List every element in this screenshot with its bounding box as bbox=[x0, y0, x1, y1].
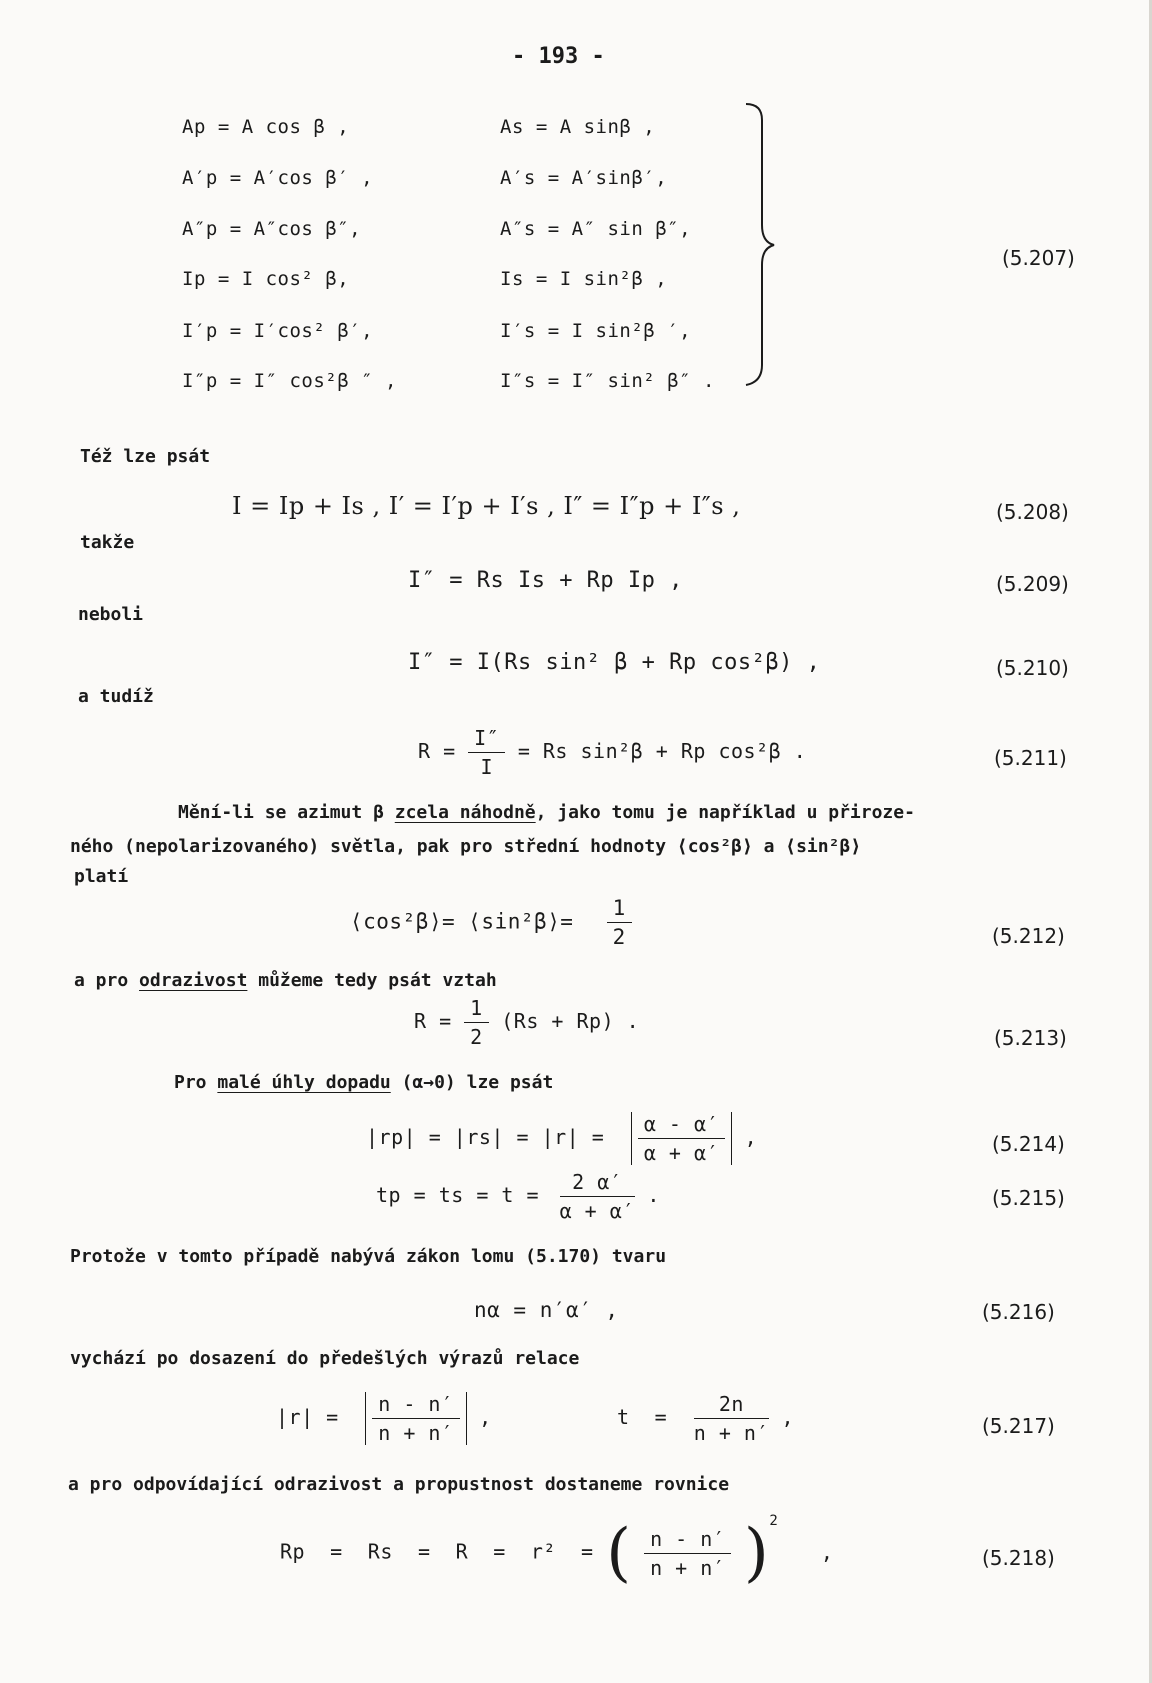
paragraph-line-3: platí bbox=[74, 866, 129, 887]
eq-5-207-left-5: I′p = I′cos² β′, bbox=[182, 320, 374, 342]
fraction-denominator: α + α′ bbox=[643, 1141, 720, 1165]
eq-5-207-right-3: A″s = A″ sin β″, bbox=[500, 218, 692, 240]
eq-5-207-left-1: Ap = A cos β , bbox=[182, 116, 350, 138]
text-line: vychází po dosazení do předešlých výrazů relace bbox=[70, 1348, 580, 1369]
exponent: 2 bbox=[769, 1512, 779, 1529]
eq-5-207-right-5: I′s = I sin²β ′, bbox=[500, 320, 692, 342]
fraction bbox=[560, 1170, 635, 1223]
text-span: (α→0) lze psát bbox=[390, 1072, 554, 1093]
eq-5-207-left-6: I″p = I″ cos²β ″ , bbox=[182, 370, 397, 392]
underlined-text: odrazivost bbox=[139, 970, 248, 991]
text-span: můžeme tedy psát vztah bbox=[247, 970, 497, 991]
eq-5-214 bbox=[366, 1112, 757, 1165]
eq-5-208: I = Ip + Is , I′ = I′p + I′s , I″ = I″p + I″s , bbox=[232, 492, 741, 520]
text-line: Protože v tomto případě nabývá zákon lomu (5.170) tvaru bbox=[70, 1246, 667, 1267]
fraction-numerator: 2n bbox=[694, 1392, 769, 1419]
text-line: a tudíž bbox=[78, 686, 154, 707]
fraction bbox=[372, 1392, 459, 1445]
eq-number-5-217: (5.217) bbox=[982, 1414, 1055, 1438]
text-line: a pro odpovídající odrazivost a propustnost dostaneme rovnice bbox=[68, 1474, 730, 1495]
eq-5-215-rhs: . bbox=[647, 1183, 660, 1207]
eq-5-212 bbox=[350, 896, 632, 949]
paragraph-line-1 bbox=[178, 802, 915, 823]
text-line: neboli bbox=[78, 604, 144, 625]
fraction-numerator: I″ bbox=[468, 726, 505, 753]
eq-number-5-207: (5.207) bbox=[1002, 246, 1075, 270]
fraction-denominator: n + n′ bbox=[693, 1421, 769, 1445]
right-paren: ) bbox=[743, 1516, 770, 1590]
eq-5-217-mid: , t = bbox=[479, 1405, 668, 1429]
fraction-numerator: 1 bbox=[607, 896, 632, 923]
fraction-numerator: α - α′ bbox=[638, 1112, 725, 1139]
left-paren: ( bbox=[606, 1516, 632, 1590]
eq-5-216: nα = n′α′ , bbox=[474, 1298, 619, 1322]
text-span: a pro bbox=[74, 970, 140, 991]
fraction bbox=[644, 1527, 731, 1580]
eq-5-211-lhs: R = bbox=[418, 739, 456, 763]
eq-5-213-rhs: (Rs + Rp) . bbox=[501, 1009, 640, 1033]
fraction-denominator: 2 bbox=[612, 925, 626, 949]
eq-5-218-lhs: Rp = Rs = R = r² = bbox=[280, 1539, 594, 1564]
eq-5-211-rhs: = Rs sin²β + Rp cos²β . bbox=[517, 739, 807, 763]
eq-5-212-expr: ⟨cos²β⟩= ⟨sin²β⟩= bbox=[350, 909, 574, 934]
eq-number-5-208: (5.208) bbox=[996, 500, 1069, 524]
eq-5-207-left-4: Ip = I cos² β, bbox=[182, 268, 350, 290]
page-number: - 193 - bbox=[512, 44, 605, 69]
fraction-denominator: n + n′ bbox=[650, 1555, 726, 1580]
eq-number-5-209: (5.209) bbox=[996, 572, 1069, 596]
fraction bbox=[464, 996, 489, 1049]
eq-5-207-right-4: Is = I sin²β , bbox=[500, 268, 668, 290]
eq-5-207-right-2: A′s = A′sinβ′, bbox=[500, 167, 668, 189]
eq-number-5-216: (5.216) bbox=[982, 1300, 1055, 1324]
underlined-text: malé úhly dopadu bbox=[217, 1072, 391, 1093]
fraction-numerator: n - n′ bbox=[644, 1527, 731, 1554]
eq-5-207-left-3: A″p = A″cos β″, bbox=[182, 218, 362, 240]
fraction-numerator: 2 α′ bbox=[560, 1170, 635, 1197]
right-brace bbox=[740, 100, 780, 390]
eq-5-217-rhs: , bbox=[781, 1405, 795, 1429]
text-span: Pro bbox=[174, 1072, 218, 1093]
eq-5-214-lhs: |rp| = |rs| = |r| = bbox=[366, 1125, 605, 1149]
eq-number-5-211: (5.211) bbox=[994, 746, 1067, 770]
eq-5-214-rhs: , bbox=[744, 1125, 758, 1149]
eq-5-218 bbox=[280, 1512, 834, 1590]
fraction bbox=[468, 726, 505, 779]
fraction-denominator: I bbox=[480, 755, 493, 779]
eq-5-207-right-1: As = A sinβ , bbox=[500, 116, 656, 138]
eq-5-217 bbox=[276, 1392, 794, 1445]
eq-number-5-212: (5.212) bbox=[992, 924, 1065, 948]
fraction-denominator: α + α′ bbox=[559, 1199, 635, 1223]
eq-5-217-lhs: |r| = bbox=[276, 1405, 339, 1429]
eq-5-210: I″ = I(Rs sin² β + Rp cos²β) , bbox=[408, 650, 821, 675]
eq-5-215-lhs: tp = ts = t = bbox=[376, 1183, 540, 1207]
eq-number-5-210: (5.210) bbox=[996, 656, 1069, 680]
fraction bbox=[694, 1392, 769, 1445]
eq-5-207-right-6: I″s = I″ sin² β″ . bbox=[500, 370, 715, 392]
text-span: , jako tomu je například u přiroze- bbox=[535, 802, 915, 823]
absolute-value bbox=[365, 1392, 466, 1445]
fraction-numerator: n - n′ bbox=[372, 1392, 459, 1419]
eq-number-5-214: (5.214) bbox=[992, 1132, 1065, 1156]
eq-5-207-left-2: A′p = A′cos β′ , bbox=[182, 167, 374, 189]
eq-number-5-215: (5.215) bbox=[992, 1186, 1065, 1210]
paragraph-line-2: ného (nepolarizovaného) světla, pak pro střední hodnoty ⟨cos²β⟩ a ⟨sin²β⟩ bbox=[70, 836, 862, 857]
fraction-numerator: 1 bbox=[464, 996, 489, 1023]
eq-5-218-rhs: , bbox=[820, 1539, 834, 1564]
fraction bbox=[638, 1112, 725, 1165]
absolute-value bbox=[631, 1112, 732, 1165]
eq-5-209: I″ = Rs Is + Rp Ip , bbox=[408, 568, 683, 593]
fraction-denominator: n + n′ bbox=[378, 1421, 454, 1445]
eq-number-5-213: (5.213) bbox=[994, 1026, 1067, 1050]
text-line bbox=[74, 970, 497, 991]
text-line: takže bbox=[80, 532, 135, 553]
eq-5-211 bbox=[418, 726, 806, 779]
fraction-denominator: 2 bbox=[470, 1025, 483, 1049]
eq-5-215 bbox=[376, 1170, 660, 1223]
text-line: Též lze psát bbox=[80, 446, 211, 467]
underlined-text: zcela náhodně bbox=[394, 802, 536, 823]
fraction bbox=[607, 896, 632, 949]
text-line bbox=[174, 1072, 553, 1093]
eq-5-213-lhs: R = bbox=[414, 1009, 452, 1033]
text-span: Mění-li se azimut β bbox=[178, 802, 395, 823]
eq-number-5-218: (5.218) bbox=[982, 1546, 1055, 1570]
eq-5-213 bbox=[414, 996, 639, 1049]
